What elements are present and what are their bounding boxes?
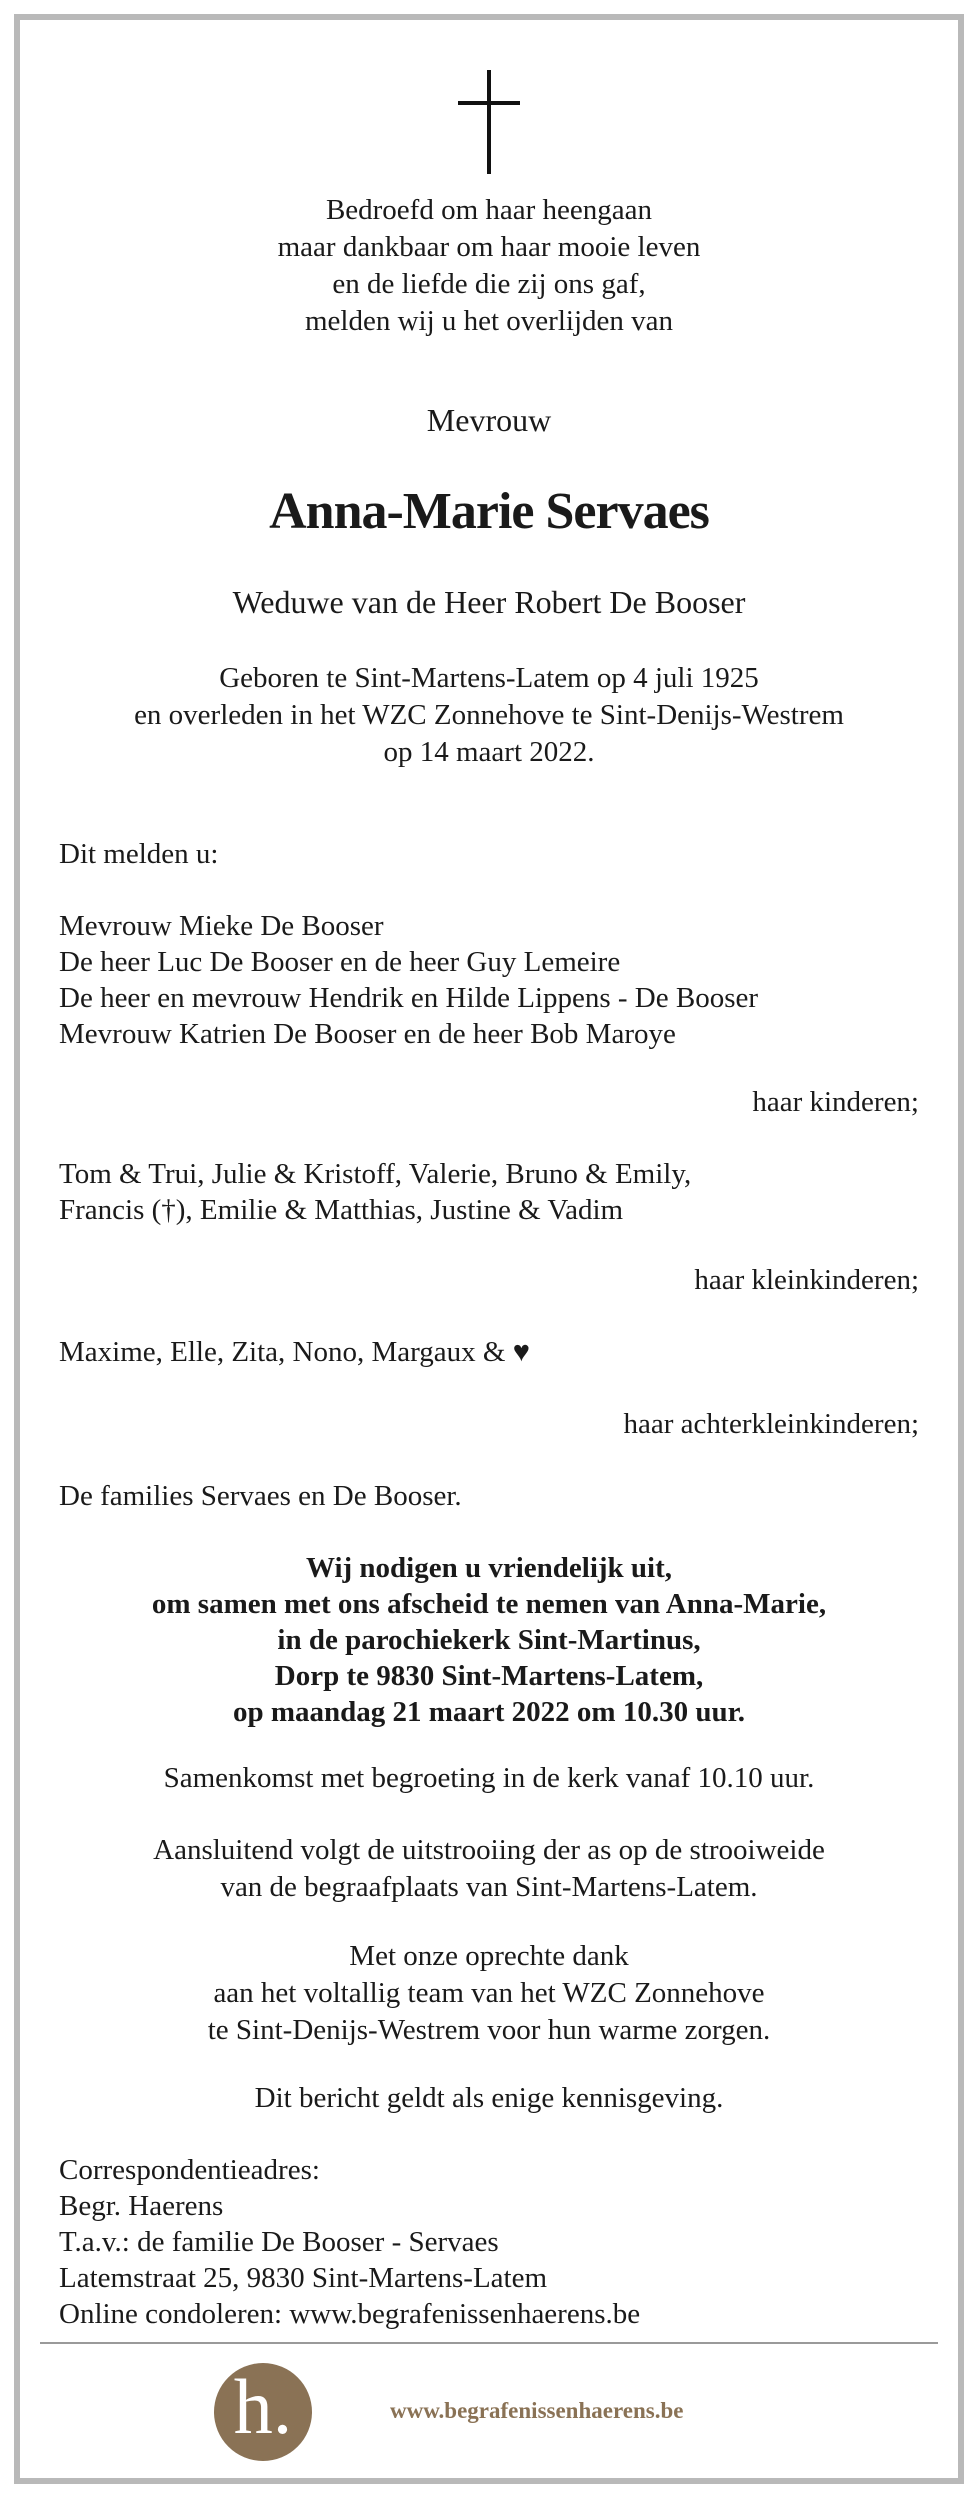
scattering-line: van de begraafplaats van Sint-Martens-Latem.: [220, 1871, 758, 1903]
gathering-text: Samenkomst met begroeting in de kerk vanaf 10.10 uur.: [163, 1762, 815, 1794]
funeral-home-logo: [214, 2363, 312, 2461]
logo-letter: h.: [233, 2363, 293, 2450]
intro-line: melden wij u het overlijden van: [304, 305, 674, 337]
announcement-frame: [14, 14, 964, 2484]
notice-text: Dit bericht geldt als enige kennisgeving.: [254, 2082, 724, 2114]
correspondence-line: T.a.v.: de familie De Booser - Servaes: [59, 2226, 499, 2258]
invitation-line: om samen met ons afscheid te nemen van Anna-Marie,: [151, 1588, 827, 1620]
footer-divider: [40, 2342, 938, 2344]
great-grandchildren-label: haar achterkleinkinderen;: [623, 1408, 919, 1440]
children-list: [59, 908, 919, 1052]
widow-of: Weduwe van de Heer Robert De Booser: [232, 584, 746, 620]
thanks-line: Met onze oprechte dank: [349, 1940, 629, 1972]
birth-death-line: en overleden in het WZC Zonnehove te Sint-Denijs-Westrem: [134, 699, 844, 731]
cross-icon: [458, 70, 520, 174]
great-grandchildren: Maxime, Elle, Zita, Nono, Margaux & ♥: [59, 1336, 530, 1368]
list-item: Tom & Trui, Julie & Kristoff, Valerie, Bruno & Emily,: [59, 1158, 692, 1190]
correspondence-block: [59, 2152, 919, 2332]
list-item: Mevrouw Katrien De Booser en de heer Bob Maroye: [59, 1018, 676, 1050]
website-link[interactable]: www.begrafenissenhaerens.be: [390, 2398, 684, 2423]
invitation-line: Wij nodigen u vriendelijk uit,: [305, 1552, 673, 1584]
children-label: haar kinderen;: [752, 1086, 919, 1118]
scattering-text: [20, 1832, 958, 1906]
correspondence-line: Begr. Haerens: [59, 2190, 224, 2222]
birth-death-line: op 14 maart 2022.: [383, 736, 595, 768]
invitation-line: in de parochiekerk Sint-Martinus,: [277, 1624, 701, 1656]
scattering-line: Aansluitend volgt de uitstrooiing der as op de strooiweide: [153, 1834, 825, 1866]
thanks-line: te Sint-Denijs-Westrem voor hun warme zorgen.: [207, 2014, 771, 2046]
grandchildren-list: [59, 1156, 919, 1228]
intro-text: [20, 192, 958, 340]
intro-line: en de liefde die zij ons gaf,: [332, 268, 646, 300]
announce-label: Dit melden u:: [59, 838, 219, 870]
intro-line: maar dankbaar om haar mooie leven: [277, 231, 701, 263]
salutation: Mevrouw: [426, 402, 552, 438]
invitation-line: Dorp te 9830 Sint-Martens-Latem,: [274, 1660, 704, 1692]
birth-death-line: Geboren te Sint-Martens-Latem op 4 juli 1925: [219, 662, 759, 694]
list-item: Francis (†), Emilie & Matthias, Justine & Vadim: [59, 1194, 624, 1226]
list-item: De heer en mevrouw Hendrik en Hilde Lippens - De Booser: [59, 982, 759, 1014]
invitation-line: op maandag 21 maart 2022 om 10.30 uur.: [232, 1696, 746, 1728]
thanks-text: [20, 1938, 958, 2049]
list-item: De heer Luc De Booser en de heer Guy Lemeire: [59, 946, 621, 978]
deceased-name: Anna-Marie Servaes: [269, 483, 709, 540]
thanks-line: aan het voltallig team van het WZC Zonnehove: [213, 1977, 765, 2009]
birth-death-text: [20, 660, 958, 771]
correspondence-line: Correspondentieadres:: [59, 2154, 320, 2186]
invitation-text: [20, 1550, 958, 1730]
families: De families Servaes en De Booser.: [59, 1480, 462, 1512]
correspondence-line: Online condoleren: www.begrafenissenhaerens.be: [59, 2298, 641, 2330]
grandchildren-label: haar kleinkinderen;: [694, 1264, 919, 1296]
intro-line: Bedroefd om haar heengaan: [325, 194, 653, 226]
list-item: Mevrouw Mieke De Booser: [59, 910, 384, 942]
correspondence-line: Latemstraat 25, 9830 Sint-Martens-Latem: [59, 2262, 548, 2294]
